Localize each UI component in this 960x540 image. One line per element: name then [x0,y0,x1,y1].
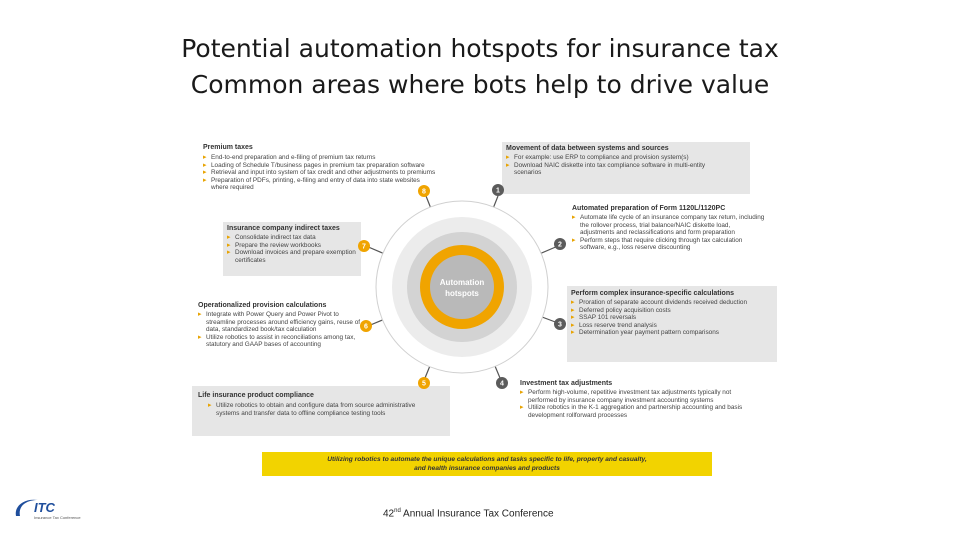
list-item: ▸ Prepare the review workbooks [227,242,357,250]
panel-title: Life insurance product compliance [198,392,314,399]
list-item: ▸ Deferred policy acquisition costs [571,307,773,315]
badge-number-1: 1 [496,187,500,195]
badge-number-8: 8 [422,188,426,196]
panel-title: Investment tax adjustments [520,380,613,387]
list-item: ▸ Proration of separate account dividends received deduction [571,299,764,307]
banner-line2: and health insurance companies and products [414,465,560,472]
itc-logo-icon [12,494,112,524]
list-item: ▸ Download NAIC diskette into tax compliance software in multi-entity scenarios [506,162,724,177]
badge-number-6: 6 [364,323,368,331]
list-item: ▸ Download invoices and prepare exemption certificates [227,249,357,264]
inner-disc [430,255,494,319]
panel-title: Operationalized provision calculations [198,302,327,309]
list-item: ▸ Utilize robotics to assist in reconciliations among tax, statutory and GAAP bases of accounting [198,334,381,349]
badge-number-5: 5 [422,380,426,388]
banner-line1: Utilizing robotics to automate the unique calculations and tasks specific to life, property and casualty, [327,456,647,463]
list-item: ▸ For example: use ERP to compliance and provision system(s) [506,154,746,162]
logo-subtext: Insurance Tax Conference [34,515,81,520]
list-item: ▸ Consolidate indirect tax data [227,234,357,242]
badge-number-2: 2 [558,241,562,249]
panel-title: Movement of data between systems and sources [506,145,669,152]
list-item: ▸ Retrieval and input into system of tax credit and other adjustments to premiums [203,169,461,177]
panel-title: Premium taxes [203,144,253,151]
list-item: ▸ Loading of Schedule T/business pages in premium tax preparation software [203,162,495,170]
concentric-rings [376,201,548,373]
list-item: ▸ Determination year payment pattern comparisons [571,329,773,337]
footer-conference-name: Annual Insurance Tax Conference [400,508,554,520]
list-item: ▸ Automate life cycle of an insurance company tax return, including the rollover process, trial balance/NAIC diskette load, adjustments and reclassifications and form preparation [572,214,765,237]
list-item: ▸ Utilize robotics in the K-1 aggregation and partnership accounting and basis development rollforward processes [520,404,753,419]
footer-ordinal-suffix: nd [394,508,401,514]
slide-title-line2: Common areas where bots help to drive value [190,70,770,99]
center-label-line2: hotspots [445,289,479,298]
list-item: ▸ Perform high-volume, repetitive investment tax adjustments typically not performed by insurance company investment accounting systems [520,389,753,404]
list-item: ▸ Preparation of PDFs, printing, e-filing and entry of data into state websites where required [203,177,421,192]
footer-ordinal: 42 [383,508,395,520]
slide-title-line1: Potential automation hotspots for insurance tax [181,34,779,63]
badge-number-3: 3 [558,321,562,329]
logo-wordmark: ITC [34,500,55,515]
list-item: ▸ Perform steps that require clicking through tax calculation software, e.g., loss reserve discounting [572,237,765,252]
center-label-line1: Automation [439,278,485,287]
badge-number-7: 7 [362,243,366,251]
list-item: ▸ SSAP 101 reversals [571,314,773,322]
list-item: ▸ Loss reserve trend analysis [571,322,773,330]
list-item: ▸ End-to-end preparation and e-filing of premium tax returns [203,154,495,162]
list-item: ▸ Integrate with Power Query and Power Pivot to streamline processes around efficiency gains, reuse of data, standardized book/tax calculation [198,311,361,334]
panel-title: Perform complex insurance-specific calculations [571,290,735,297]
panel-title: Automated preparation of Form 1120L/1120PC [572,205,726,212]
badge-number-4: 4 [500,380,504,388]
footer-text [383,508,554,519]
yellow-banner [262,452,712,476]
list-item: ▸ Utilize robotics to obtain and configure data from source administrative systems and transfer data to offline compliance testing tools [208,402,431,417]
panel-title: Insurance company indirect taxes [227,225,340,232]
